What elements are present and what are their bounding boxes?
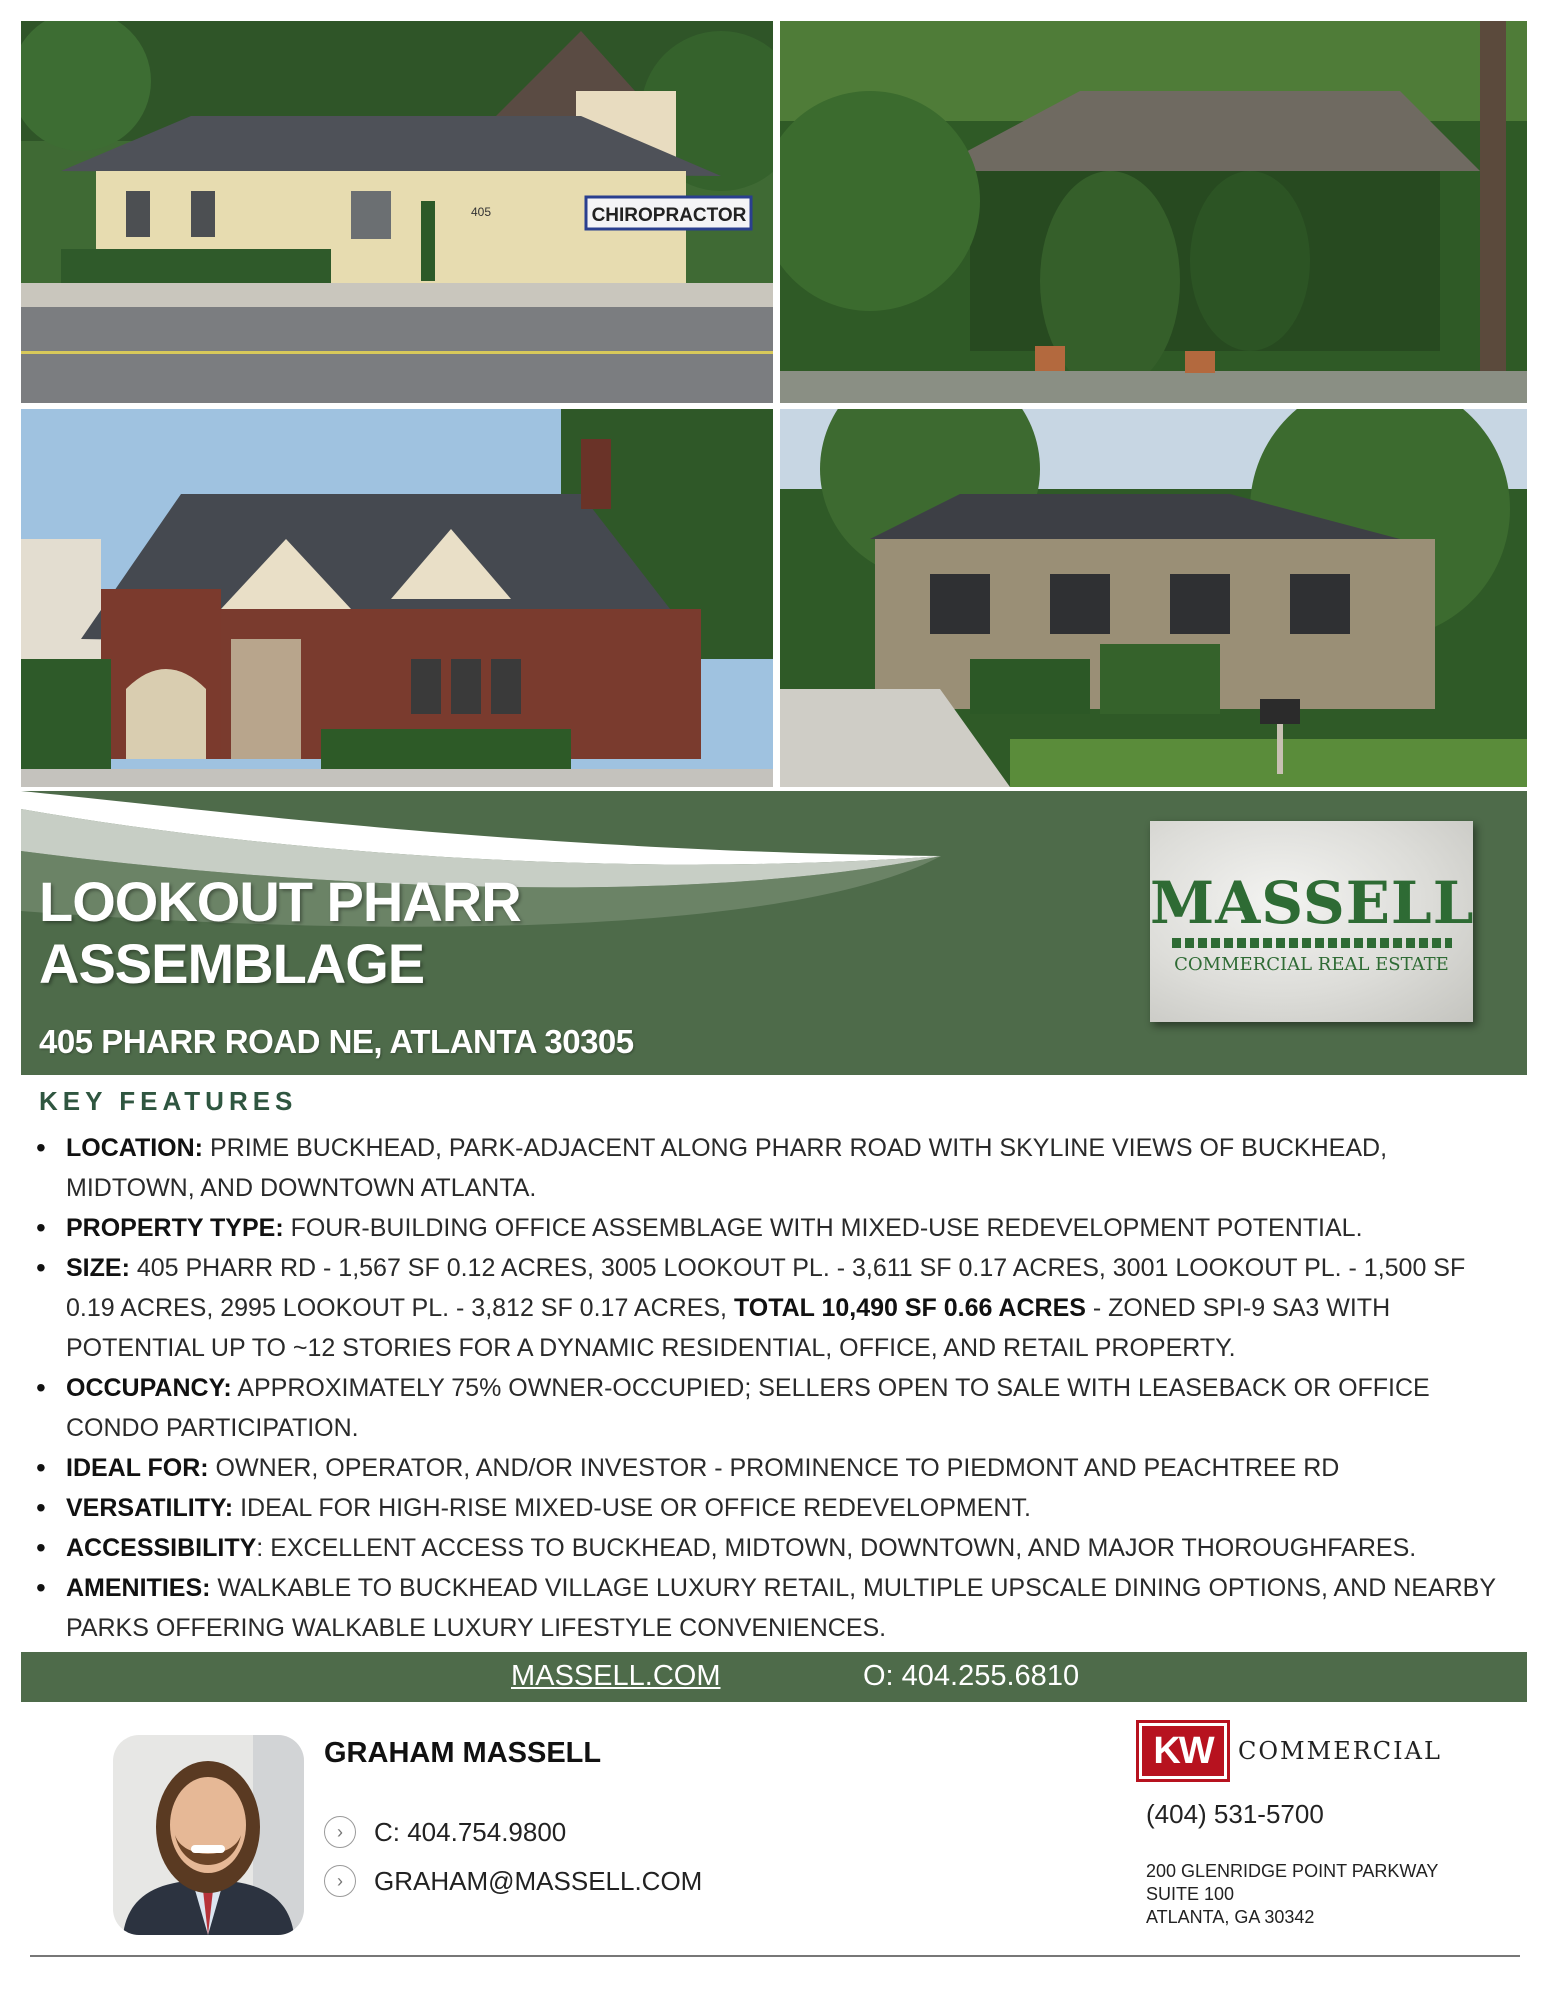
- brokerage-address: [1146, 1860, 1438, 1929]
- feature-text: PRIME BUCKHEAD, PARK-ADJACENT ALONG PHARR ROAD WITH SKYLINE VIEWS OF BUCKHEAD, MIDTOWN, AND DOWNTOWN ATLANTA.: [66, 1134, 1388, 1202]
- kw-commercial-logo: [1136, 1720, 1442, 1782]
- address-line-1: 200 GLENRIDGE POINT PARKWAY: [1146, 1861, 1439, 1881]
- logo-divider: [1172, 938, 1452, 948]
- house-number-text: 405: [471, 205, 492, 219]
- brokerage-phone: (404) 531-5700: [1146, 1799, 1324, 1829]
- massell-logo: [1150, 821, 1473, 1022]
- title-line-2: ASSEMBLAGE: [39, 932, 425, 995]
- agent-email-row[interactable]: [324, 1863, 702, 1899]
- feature-item-versatility: [28, 1488, 1518, 1528]
- property-title: [39, 871, 521, 995]
- feature-item-location: [28, 1128, 1518, 1208]
- kw-letters: KW: [1142, 1726, 1224, 1776]
- agent-cell-phone[interactable]: C: 404.754.9800: [374, 1816, 567, 1847]
- contact-bar: [21, 1652, 1527, 1702]
- property-photo-405-pharr: [21, 21, 773, 403]
- office-phone: O: 404.255.6810: [863, 1660, 1080, 1692]
- feature-item-accessibility: [28, 1528, 1518, 1568]
- key-features-list: [28, 1128, 1518, 1648]
- chevron-right-icon: ›: [324, 1865, 356, 1897]
- key-features-heading: KEY FEATURES: [39, 1086, 298, 1116]
- feature-text: APPROXIMATELY 75% OWNER-OCCUPIED; SELLERS OPEN TO SALE WITH LEASEBACK OR OFFICE CONDO PARTICIPATION.: [66, 1374, 1430, 1442]
- logo-name: MASSELL: [1150, 869, 1475, 937]
- title-line-1: LOOKOUT PHARR: [39, 870, 521, 933]
- feature-label: OCCUPANCY:: [66, 1374, 232, 1402]
- kw-logo-word: COMMERCIAL: [1238, 1737, 1442, 1765]
- agent-email[interactable]: GRAHAM@MASSELL.COM: [374, 1865, 703, 1896]
- feature-item-size: [28, 1248, 1518, 1368]
- agent-photo: [113, 1735, 304, 1935]
- website-link[interactable]: MASSELL.COM: [511, 1660, 721, 1692]
- address-line-2: SUITE 100: [1146, 1884, 1235, 1904]
- feature-label: AMENITIES:: [66, 1574, 211, 1602]
- feature-label: VERSATILITY:: [66, 1494, 234, 1522]
- kw-logo-mark: [1136, 1720, 1230, 1782]
- chevron-right-icon: ›: [324, 1816, 356, 1848]
- feature-label: IDEAL FOR:: [66, 1454, 209, 1482]
- feature-label: LOCATION:: [66, 1134, 204, 1162]
- chiropractor-sign-text: CHIROPRACTOR: [591, 205, 747, 226]
- feature-item-amenities: [28, 1568, 1518, 1648]
- feature-label: SIZE:: [66, 1254, 130, 1282]
- feature-item-property-type: [28, 1208, 1518, 1248]
- feature-text: FOUR-BUILDING OFFICE ASSEMBLAGE WITH MIXED-USE REDEVELOPMENT POTENTIAL.: [283, 1214, 1363, 1242]
- feature-text: OWNER, OPERATOR, AND/OR INVESTOR - PROMINENCE TO PIEDMONT AND PEACHTREE RD: [208, 1454, 1340, 1482]
- agent-cell-row[interactable]: [324, 1814, 566, 1850]
- property-photo-brick-tudor: [21, 409, 773, 787]
- feature-label: PROPERTY TYPE:: [66, 1214, 284, 1242]
- property-address: 405 PHARR ROAD NE, ATLANTA 30305: [39, 1023, 634, 1060]
- agent-name: GRAHAM MASSELL: [324, 1737, 602, 1769]
- title-banner: [21, 791, 1527, 1075]
- property-photo-brick-office: [780, 409, 1527, 787]
- feature-total-size: TOTAL 10,490 SF 0.66 ACRES: [733, 1294, 1086, 1322]
- feature-text: IDEAL FOR HIGH-RISE MIXED-USE OR OFFICE REDEVELOPMENT.: [233, 1494, 1031, 1522]
- feature-item-ideal-for: [28, 1448, 1518, 1488]
- feature-text-after: - ZONED SPI-9 SA3 WITH POTENTIAL UP TO ~12 STORIES FOR A DYNAMIC RESIDENTIAL, OFFICE, AND RETAIL PROPERTY.: [66, 1294, 1391, 1362]
- feature-text: 405 PHARR RD - 1,567 SF 0.12 ACRES, 3005 LOOKOUT PL. - 3,611 SF 0.17 ACRES, 3001 LOOKOUT PL. - 1,500 SF 0.19 ACRES, 2995 LOOKOUT PL. - 3,812 SF 0.17 ACRES,: [66, 1254, 1466, 1322]
- feature-label: ACCESSIBILITY: [66, 1534, 257, 1562]
- feature-item-occupancy: [28, 1368, 1518, 1448]
- address-line-3: ATLANTA, GA 30342: [1146, 1907, 1315, 1927]
- footer-divider: [30, 1955, 1520, 1957]
- logo-subtitle: COMMERCIAL REAL ESTATE: [1174, 954, 1449, 975]
- feature-text: : EXCELLENT ACCESS TO BUCKHEAD, MIDTOWN, DOWNTOWN, AND MAJOR THOROUGHFARES.: [256, 1534, 1417, 1562]
- property-photo-ivy-house: [780, 21, 1527, 403]
- feature-text: WALKABLE TO BUCKHEAD VILLAGE LUXURY RETAIL, MULTIPLE UPSCALE DINING OPTIONS, AND NEARBY PARKS OFFERING WALKABLE LUXURY LIFESTYLE CONVENIENCES.: [66, 1574, 1496, 1642]
